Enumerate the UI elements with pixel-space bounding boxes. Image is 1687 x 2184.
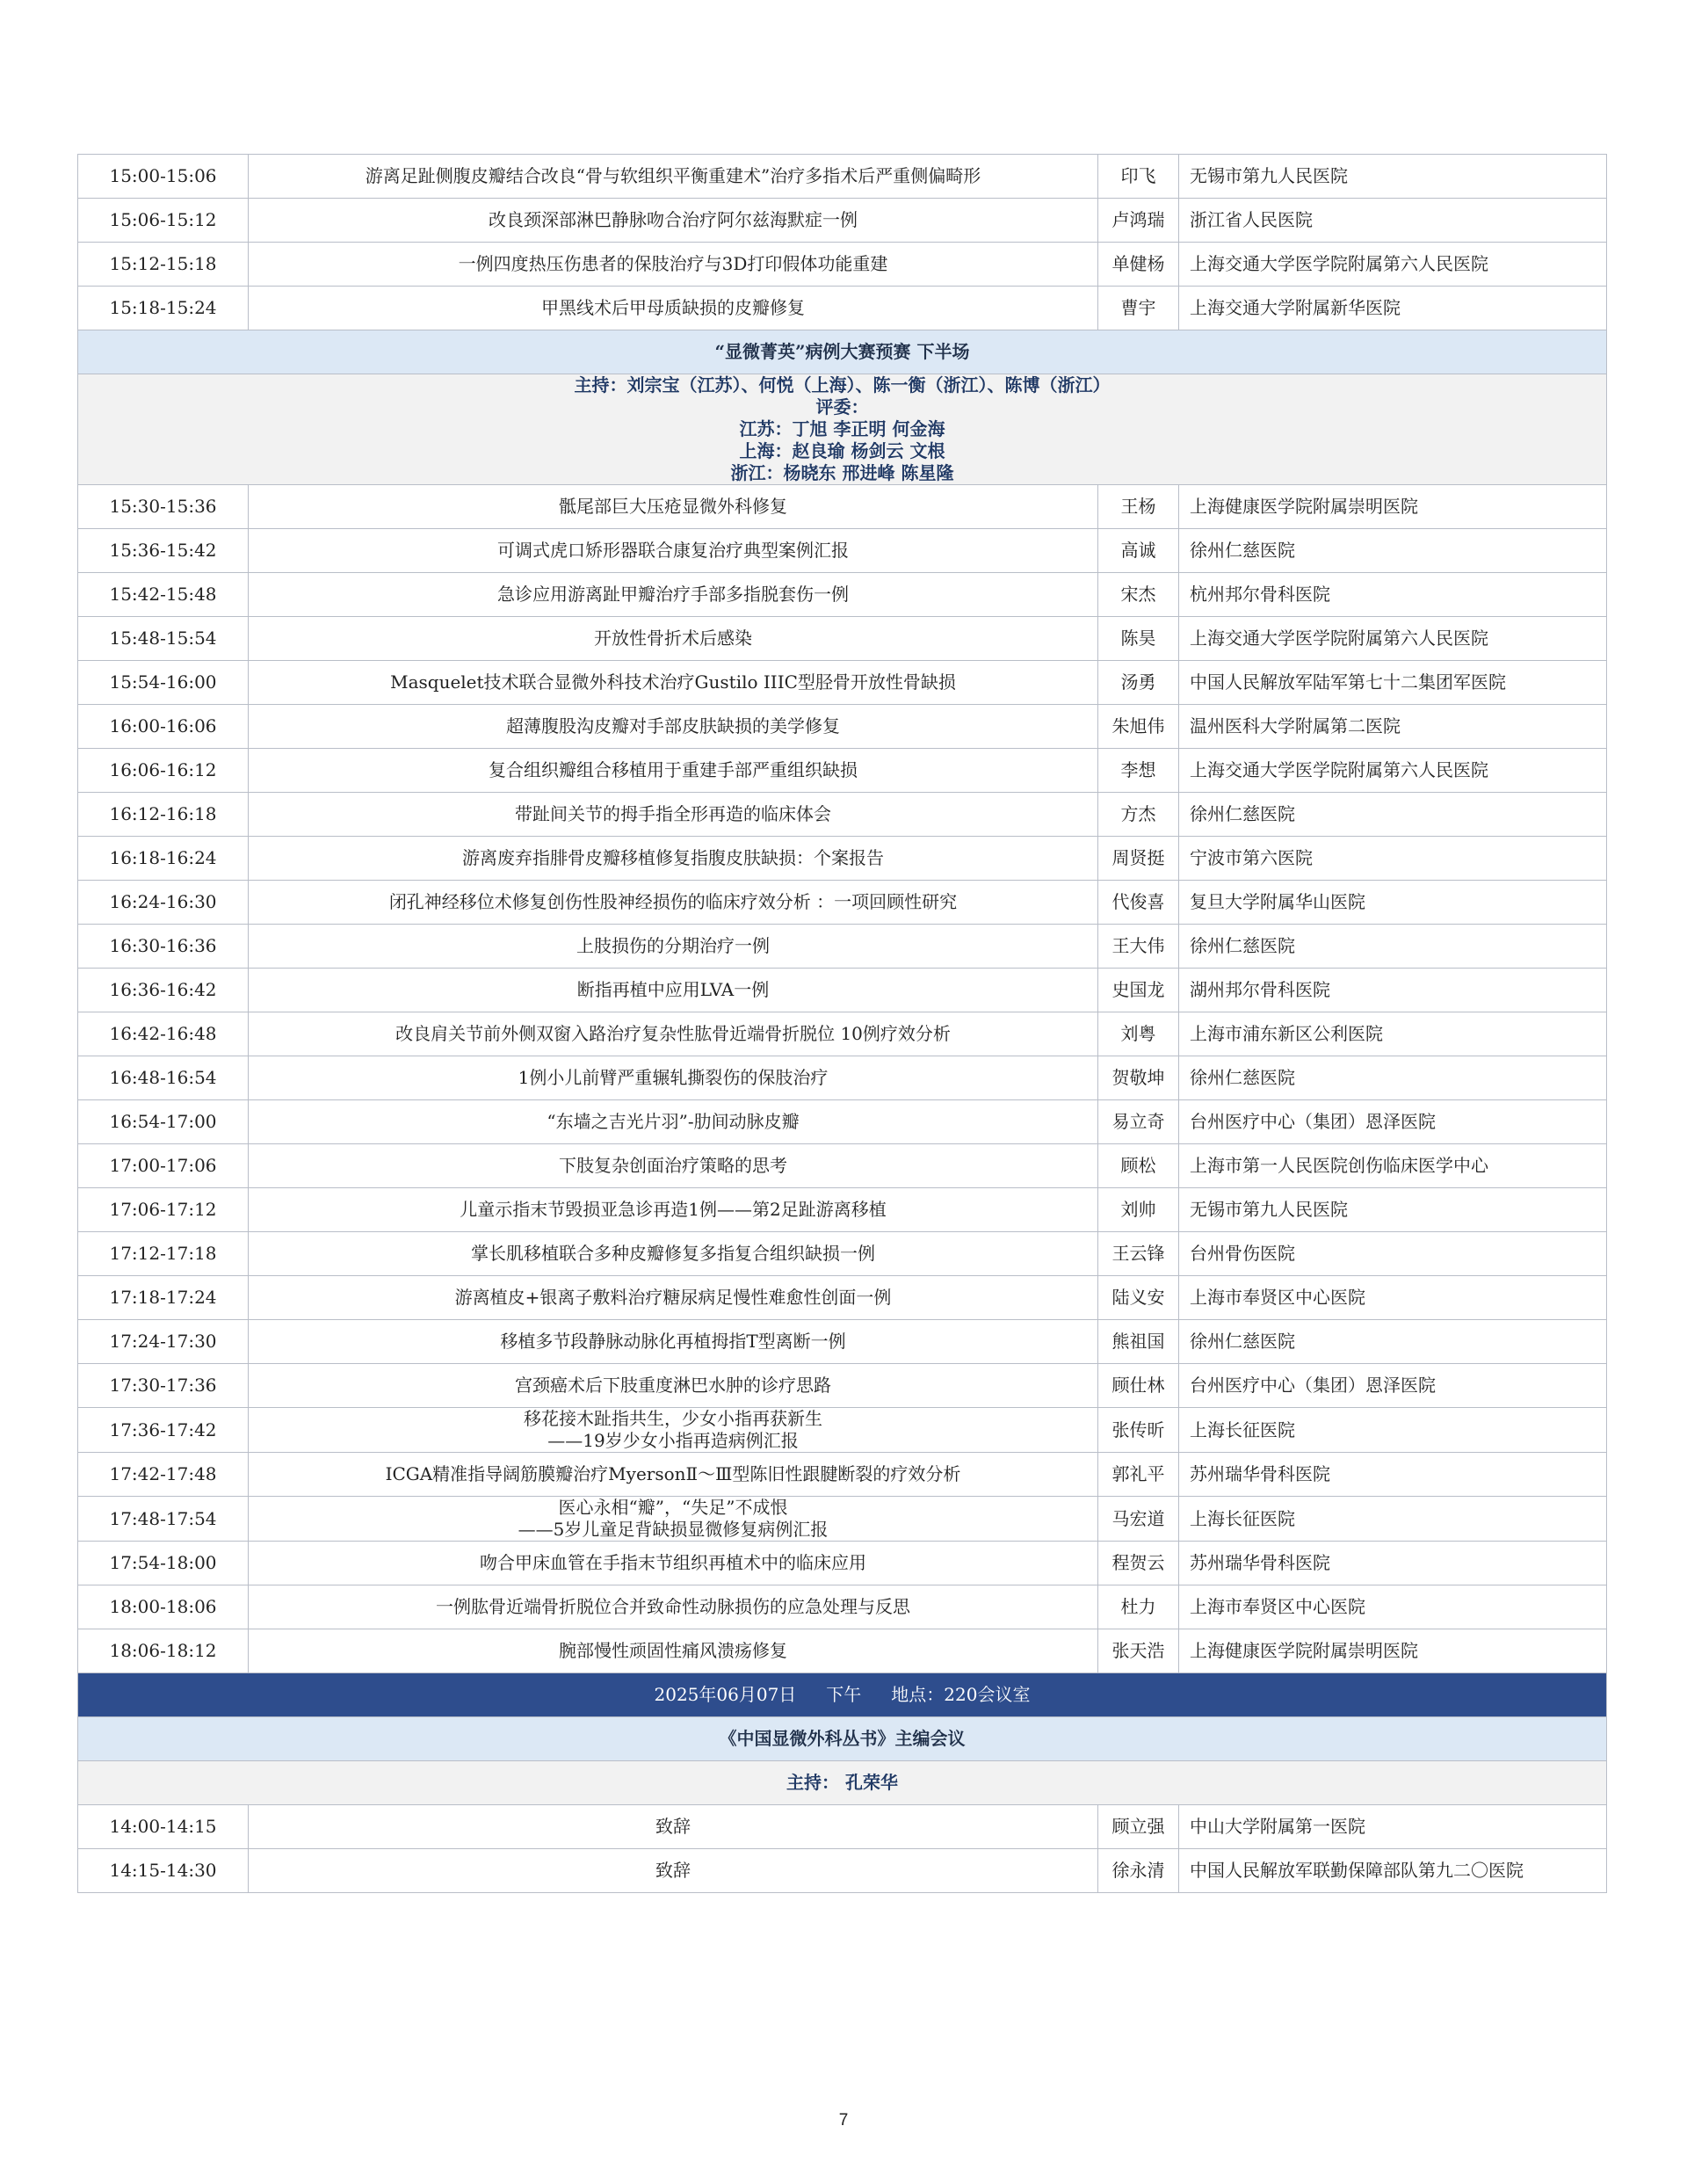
section-title: “显微菁英”病例大赛预赛 下半场	[78, 330, 1607, 374]
time-cell: 15:42-15:48	[78, 573, 249, 617]
speaker-cell: 单健杨	[1098, 243, 1179, 287]
topic-cell: 致辞	[249, 1849, 1098, 1893]
institution-cell: 温州医科大学附属第二医院	[1179, 705, 1607, 749]
institution-cell: 上海市第一人民医院创伤临床医学中心	[1179, 1144, 1607, 1188]
schedule-row	[78, 837, 1607, 881]
time-cell: 17:54-18:00	[78, 1542, 249, 1585]
schedule-row	[78, 1585, 1607, 1629]
institution-cell: 徐州仁慈医院	[1179, 793, 1607, 837]
speaker-cell: 马宏道	[1098, 1497, 1179, 1542]
schedule-row	[78, 749, 1607, 793]
topic-cell: 掌长肌移植联合多种皮瓣修复多指复合组织缺损一例	[249, 1232, 1098, 1276]
schedule-row	[78, 573, 1607, 617]
institution-cell: 苏州瑞华骨科医院	[1179, 1453, 1607, 1497]
judges-jiangsu: 江苏：丁旭 李正明 何金海	[739, 418, 945, 439]
time-cell: 17:24-17:30	[78, 1320, 249, 1364]
speaker-cell: 顾松	[1098, 1144, 1179, 1188]
schedule-row	[78, 1805, 1607, 1849]
topic-cell: 宫颈癌术后下肢重度淋巴水肿的诊疗思路	[249, 1364, 1098, 1408]
institution-cell: 徐州仁慈医院	[1179, 925, 1607, 969]
topic-cell: 急诊应用游离趾甲瓣治疗手部多指脱套伤一例	[249, 573, 1098, 617]
schedule-row	[78, 529, 1607, 573]
section-header-row	[78, 1717, 1607, 1761]
speaker-cell: 刘帅	[1098, 1188, 1179, 1232]
speaker-cell: 高诚	[1098, 529, 1179, 573]
topic-cell: 断指再植中应用LVA一例	[249, 969, 1098, 1012]
schedule-row	[78, 1364, 1607, 1408]
hosts-line: 主持： 孔荣华	[78, 1761, 1607, 1805]
topic-cell: 改良颈深部淋巴静脉吻合治疗阿尔兹海默症一例	[249, 199, 1098, 243]
topic-cell: 闭孔神经移位术修复创伤性股神经损伤的临床疗效分析 ：一项回顾性研究	[249, 881, 1098, 925]
speaker-cell: 周贤挺	[1098, 837, 1179, 881]
section-header-row	[78, 330, 1607, 374]
institution-cell: 上海市奉贤区中心医院	[1179, 1585, 1607, 1629]
moderator-cell	[78, 374, 1607, 485]
time-cell: 18:06-18:12	[78, 1629, 249, 1673]
speaker-cell: 郭礼平	[1098, 1453, 1179, 1497]
schedule-row	[78, 1100, 1607, 1144]
topic-cell: 一例肱骨近端骨折脱位合并致命性动脉损伤的应急处理与反思	[249, 1585, 1098, 1629]
schedule-row	[78, 1232, 1607, 1276]
session-date: 2025年06月07日	[654, 1684, 797, 1705]
judges-zhejiang: 浙江：杨晓东 邢进峰 陈星隆	[730, 462, 954, 483]
hosts-line: 主持：刘宗宝（江苏）、何悦（上海）、陈一衡（浙江）、陈博（浙江）	[574, 374, 1111, 395]
topic-cell: 复合组织瓣组合移植用于重建手部严重组织缺损	[249, 749, 1098, 793]
time-cell: 15:12-15:18	[78, 243, 249, 287]
schedule-row	[78, 1320, 1607, 1364]
institution-cell: 杭州邦尔骨科医院	[1179, 573, 1607, 617]
topic-cell: 带趾间关节的拇手指全形再造的临床体会	[249, 793, 1098, 837]
topic-cell: 可调式虎口矫形器联合康复治疗典型案例汇报	[249, 529, 1098, 573]
time-cell: 17:12-17:18	[78, 1232, 249, 1276]
time-cell: 17:48-17:54	[78, 1497, 249, 1542]
session-location: 地点：220会议室	[891, 1684, 1031, 1705]
moderator-row	[78, 1761, 1607, 1805]
schedule-row	[78, 155, 1607, 199]
institution-cell: 上海市奉贤区中心医院	[1179, 1276, 1607, 1320]
time-cell: 14:00-14:15	[78, 1805, 249, 1849]
institution-cell: 苏州瑞华骨科医院	[1179, 1542, 1607, 1585]
speaker-cell: 顾仕林	[1098, 1364, 1179, 1408]
speaker-cell: 曹宇	[1098, 287, 1179, 330]
institution-cell: 上海健康医学院附属崇明医院	[1179, 485, 1607, 529]
speaker-cell: 李想	[1098, 749, 1179, 793]
schedule-row	[78, 1497, 1607, 1542]
topic-cell: 下肢复杂创面治疗策略的思考	[249, 1144, 1098, 1188]
institution-cell: 无锡市第九人民医院	[1179, 1188, 1607, 1232]
schedule-row	[78, 969, 1607, 1012]
speaker-cell: 宋杰	[1098, 573, 1179, 617]
topic-cell: 致辞	[249, 1805, 1098, 1849]
schedule-row	[78, 1188, 1607, 1232]
schedule-row	[78, 793, 1607, 837]
judges-shanghai: 上海：赵良瑜 杨剑云 文根	[739, 440, 945, 461]
topic-cell: 儿童示指末节毁损亚急诊再造1例——第2足趾游离移植	[249, 1188, 1098, 1232]
time-cell: 17:36-17:42	[78, 1408, 249, 1453]
speaker-cell: 徐永清	[1098, 1849, 1179, 1893]
time-cell: 17:30-17:36	[78, 1364, 249, 1408]
schedule-row	[78, 881, 1607, 925]
schedule-row	[78, 925, 1607, 969]
schedule-row	[78, 617, 1607, 661]
topic-cell: 1例小儿前臂严重辗轧撕裂伤的保肢治疗	[249, 1056, 1098, 1100]
speaker-cell: 陈昊	[1098, 617, 1179, 661]
topic-cell: “东墙之吉光片羽”-肋间动脉皮瓣	[249, 1100, 1098, 1144]
institution-cell: 台州医疗中心（集团）恩泽医院	[1179, 1364, 1607, 1408]
speaker-cell: 易立奇	[1098, 1100, 1179, 1144]
time-cell: 17:18-17:24	[78, 1276, 249, 1320]
time-cell: 15:06-15:12	[78, 199, 249, 243]
time-cell: 15:30-15:36	[78, 485, 249, 529]
institution-cell: 上海交通大学医学院附属第六人民医院	[1179, 617, 1607, 661]
institution-cell: 湖州邦尔骨科医院	[1179, 969, 1607, 1012]
schedule-row	[78, 661, 1607, 705]
speaker-cell: 代俊喜	[1098, 881, 1179, 925]
topic-cell	[249, 1497, 1098, 1542]
time-cell: 16:18-16:24	[78, 837, 249, 881]
speaker-cell: 王大伟	[1098, 925, 1179, 969]
speaker-cell: 卢鸿瑞	[1098, 199, 1179, 243]
topic-cell: 移植多节段静脉动脉化再植拇指T型离断一例	[249, 1320, 1098, 1364]
institution-cell: 徐州仁慈医院	[1179, 1056, 1607, 1100]
moderator-row	[78, 374, 1607, 485]
speaker-cell: 程贺云	[1098, 1542, 1179, 1585]
time-cell: 16:06-16:12	[78, 749, 249, 793]
institution-cell: 上海交通大学医学院附属第六人民医院	[1179, 243, 1607, 287]
institution-cell: 中山大学附属第一医院	[1179, 1805, 1607, 1849]
topic-cell: 游离足趾侧腹皮瓣结合改良“骨与软组织平衡重建术”治疗多指术后严重侧偏畸形	[249, 155, 1098, 199]
topic-cell: 开放性骨折术后感染	[249, 617, 1098, 661]
schedule-row	[78, 1276, 1607, 1320]
speaker-cell: 贺敬坤	[1098, 1056, 1179, 1100]
institution-cell: 台州骨伤医院	[1179, 1232, 1607, 1276]
time-cell: 16:48-16:54	[78, 1056, 249, 1100]
institution-cell: 浙江省人民医院	[1179, 199, 1607, 243]
schedule-row	[78, 287, 1607, 330]
topic-subline: ——5岁儿童足背缺损显微修复病例汇报	[518, 1519, 829, 1540]
schedule-row	[78, 243, 1607, 287]
speaker-cell: 熊祖国	[1098, 1320, 1179, 1364]
time-cell: 18:00-18:06	[78, 1585, 249, 1629]
institution-cell: 上海市浦东新区公利医院	[1179, 1012, 1607, 1056]
topic-cell: 游离植皮+银离子敷料治疗糖尿病足慢性难愈性创面一例	[249, 1276, 1098, 1320]
time-cell: 16:12-16:18	[78, 793, 249, 837]
institution-cell: 宁波市第六医院	[1179, 837, 1607, 881]
date-band-row	[78, 1673, 1607, 1717]
schedule-row	[78, 1012, 1607, 1056]
schedule-row	[78, 1408, 1607, 1453]
time-cell: 17:00-17:06	[78, 1144, 249, 1188]
institution-cell: 无锡市第九人民医院	[1179, 155, 1607, 199]
speaker-cell: 陆义安	[1098, 1276, 1179, 1320]
schedule-row	[78, 1629, 1607, 1673]
topic-line: 医心永相“瓣”，“失足”不成恨	[558, 1497, 788, 1518]
schedule-row	[78, 485, 1607, 529]
page-number: 7	[838, 2111, 849, 2130]
institution-cell: 徐州仁慈医院	[1179, 1320, 1607, 1364]
schedule-table	[77, 154, 1607, 1893]
time-cell: 15:00-15:06	[78, 155, 249, 199]
institution-cell: 复旦大学附属华山医院	[1179, 881, 1607, 925]
topic-cell: 游离废弃指腓骨皮瓣移植修复指腹皮肤缺损：个案报告	[249, 837, 1098, 881]
time-cell: 16:30-16:36	[78, 925, 249, 969]
schedule-row	[78, 199, 1607, 243]
speaker-cell: 王云锋	[1098, 1232, 1179, 1276]
topic-cell: ICGA精准指导阔筋膜瓣治疗MyersonⅡ～Ⅲ型陈旧性跟腱断裂的疗效分析	[249, 1453, 1098, 1497]
topic-cell: 超薄腹股沟皮瓣对手部皮肤缺损的美学修复	[249, 705, 1098, 749]
session-period: 下午	[826, 1684, 862, 1705]
speaker-cell: 王杨	[1098, 485, 1179, 529]
time-cell: 15:48-15:54	[78, 617, 249, 661]
topic-cell: 改良肩关节前外侧双窗入路治疗复杂性肱骨近端骨折脱位 10例疗效分析	[249, 1012, 1098, 1056]
date-band	[78, 1673, 1607, 1717]
section-title: 《中国显微外科丛书》主编会议	[78, 1717, 1607, 1761]
judges-label: 评委：	[815, 396, 869, 417]
topic-cell: 上肢损伤的分期治疗一例	[249, 925, 1098, 969]
topic-cell	[249, 1408, 1098, 1453]
speaker-cell: 印飞	[1098, 155, 1179, 199]
institution-cell: 中国人民解放军陆军第七十二集团军医院	[1179, 661, 1607, 705]
institution-cell: 上海交通大学医学院附属第六人民医院	[1179, 749, 1607, 793]
schedule-row	[78, 1144, 1607, 1188]
topic-cell: 吻合甲床血管在手指末节组织再植术中的临床应用	[249, 1542, 1098, 1585]
speaker-cell: 顾立强	[1098, 1805, 1179, 1849]
topic-subline: ——19岁少女小指再造病例汇报	[547, 1430, 799, 1451]
speaker-cell: 刘粤	[1098, 1012, 1179, 1056]
institution-cell: 徐州仁慈医院	[1179, 529, 1607, 573]
topic-cell: 甲黑线术后甲母质缺损的皮瓣修复	[249, 287, 1098, 330]
time-cell: 15:54-16:00	[78, 661, 249, 705]
time-cell: 16:36-16:42	[78, 969, 249, 1012]
time-cell: 15:18-15:24	[78, 287, 249, 330]
topic-line: 移花接木趾指共生，少女小指再获新生	[524, 1408, 822, 1429]
topic-cell: 骶尾部巨大压疮显微外科修复	[249, 485, 1098, 529]
schedule-row	[78, 705, 1607, 749]
institution-cell: 上海长征医院	[1179, 1497, 1607, 1542]
schedule-row	[78, 1849, 1607, 1893]
time-cell: 16:54-17:00	[78, 1100, 249, 1144]
topic-cell: Masquelet技术联合显微外科技术治疗Gustilo IIIC型胫骨开放性骨缺损	[249, 661, 1098, 705]
speaker-cell: 朱旭伟	[1098, 705, 1179, 749]
speaker-cell: 杜力	[1098, 1585, 1179, 1629]
time-cell: 17:06-17:12	[78, 1188, 249, 1232]
topic-cell: 一例四度热压伤患者的保肢治疗与3D打印假体功能重建	[249, 243, 1098, 287]
schedule-row	[78, 1056, 1607, 1100]
institution-cell: 中国人民解放军联勤保障部队第九二〇医院	[1179, 1849, 1607, 1893]
time-cell: 17:42-17:48	[78, 1453, 249, 1497]
speaker-cell: 张传昕	[1098, 1408, 1179, 1453]
speaker-cell: 汤勇	[1098, 661, 1179, 705]
speaker-cell: 方杰	[1098, 793, 1179, 837]
time-cell: 14:15-14:30	[78, 1849, 249, 1893]
institution-cell: 上海健康医学院附属崇明医院	[1179, 1629, 1607, 1673]
institution-cell: 上海长征医院	[1179, 1408, 1607, 1453]
time-cell: 16:00-16:06	[78, 705, 249, 749]
topic-cell: 腕部慢性顽固性痛风溃疡修复	[249, 1629, 1098, 1673]
institution-cell: 台州医疗中心（集团）恩泽医院	[1179, 1100, 1607, 1144]
schedule-row	[78, 1453, 1607, 1497]
speaker-cell: 史国龙	[1098, 969, 1179, 1012]
time-cell: 15:36-15:42	[78, 529, 249, 573]
time-cell: 16:42-16:48	[78, 1012, 249, 1056]
time-cell: 16:24-16:30	[78, 881, 249, 925]
speaker-cell: 张天浩	[1098, 1629, 1179, 1673]
schedule-row	[78, 1542, 1607, 1585]
institution-cell: 上海交通大学附属新华医院	[1179, 287, 1607, 330]
